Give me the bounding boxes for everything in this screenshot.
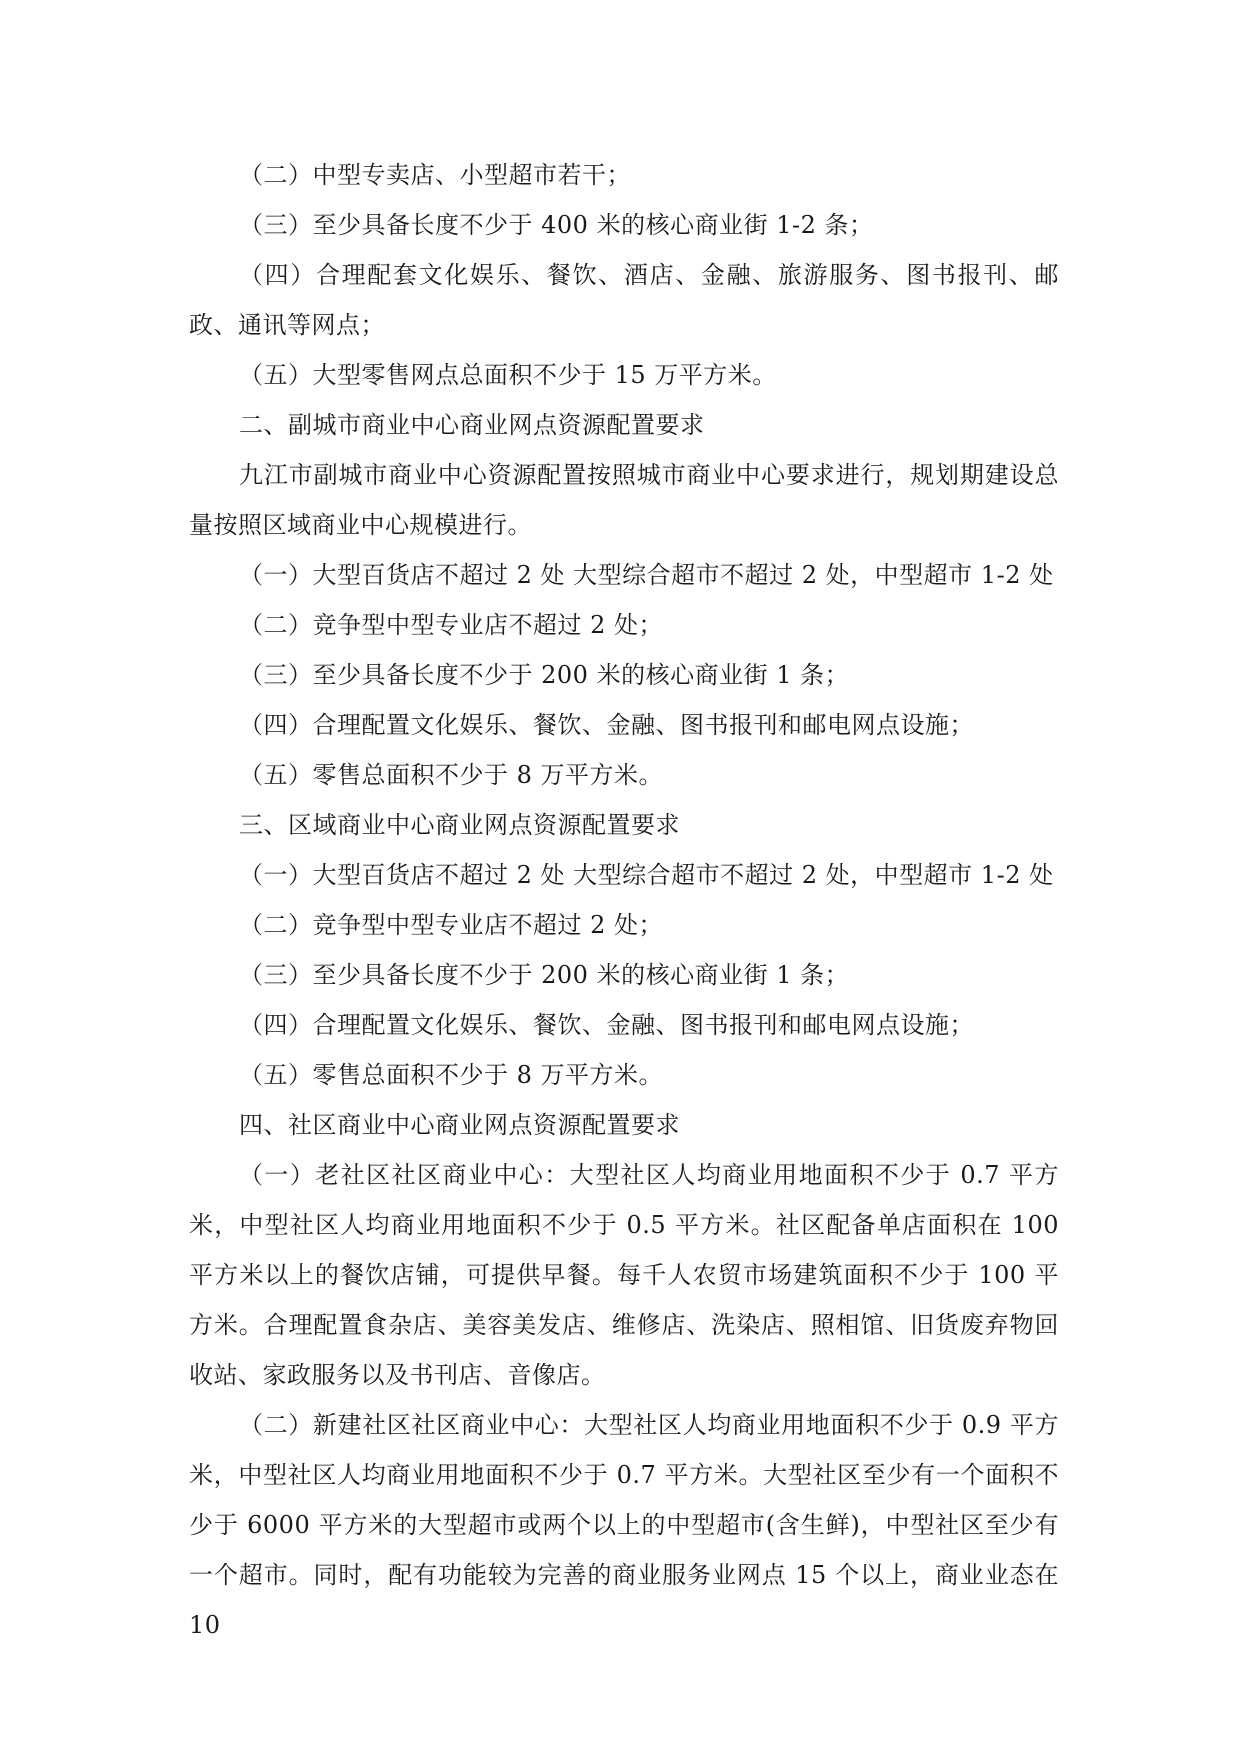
paragraph: （五）大型零售网点总面积不少于 15 万平方米。: [239, 361, 777, 389]
paragraph: （四）合理配置文化娱乐、餐饮、金融、图书报刊和邮电网点设施；: [239, 711, 974, 739]
paragraph: （二）竞争型中型专业店不超过 2 处；: [239, 611, 664, 639]
paragraph: （四）合理配置文化娱乐、餐饮、金融、图书报刊和邮电网点设施；: [239, 1011, 974, 1039]
paragraph: （二）中型专卖店、小型超市若干；: [239, 161, 631, 189]
paragraph: （三）至少具备长度不少于 200 米的核心商业街 1 条；: [239, 661, 850, 689]
paragraph: （四）合理配套文化娱乐、餐饮、酒店、金融、旅游服务、图书报刊、邮政、通讯等网点；: [189, 261, 1059, 339]
document-body: [189, 150, 1059, 1650]
paragraph: （一）大型百货店不超过 2 处 大型综合超市不超过 2 处，中型超市 1-2 处: [239, 561, 1054, 589]
paragraph: 九江市副城市商业中心资源配置按照城市商业中心要求进行，规划期建设总量按照区域商业中心规模进行。: [189, 461, 1059, 539]
paragraph: （一）大型百货店不超过 2 处 大型综合超市不超过 2 处，中型超市 1-2 处: [239, 861, 1054, 889]
paragraph: （一）老社区社区商业中心：大型社区人均商业用地面积不少于 0.7 平方米，中型社区人均商业用地面积不少于 0.5 平方米。社区配备单店面积在 100 平方米以上的餐饮店铺，可提供早餐。每千人农贸市场建筑面积不少于 100 平方米。合理配置食杂店、美容美发店、维修店、洗染店、照相馆、旧货废弃物回收站、家政服务以及书刊店、音像店。: [189, 1161, 1059, 1389]
paragraph: （五）零售总面积不少于 8 万平方米。: [239, 1061, 664, 1089]
paragraph: （五）零售总面积不少于 8 万平方米。: [239, 761, 664, 789]
section-heading: 二、副城市商业中心商业网点资源配置要求: [239, 411, 705, 439]
section-heading: 三、区域商业中心商业网点资源配置要求: [239, 811, 680, 839]
paragraph: （二）竞争型中型专业店不超过 2 处；: [239, 911, 664, 939]
section-heading: 四、社区商业中心商业网点资源配置要求: [239, 1111, 680, 1139]
paragraph: （二）新建社区社区商业中心：大型社区人均商业用地面积不少于 0.9 平方米，中型社区人均商业用地面积不少于 0.7 平方米。大型社区至少有一个面积不少于 6000 平方米的大型超市或两个以上的中型超市(含生鲜)，中型社区至少有一个超市。同时，配有功能较为完善的商业服务业网点 15 个以上，商业业态在 10: [189, 1411, 1059, 1639]
paragraph: （三）至少具备长度不少于 400 米的核心商业街 1-2 条；: [239, 211, 874, 239]
paragraph: （三）至少具备长度不少于 200 米的核心商业街 1 条；: [239, 961, 850, 989]
